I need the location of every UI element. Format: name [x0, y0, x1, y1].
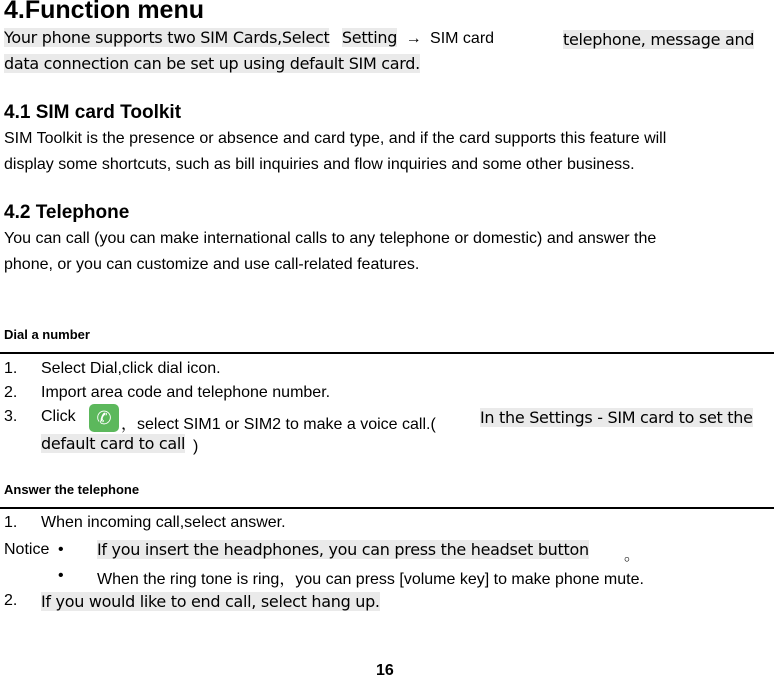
telephone-line-1: You can call (you can make international calls to any telephone or domestic) and answer the: [4, 230, 657, 247]
dial-item-3-num: 3.: [4, 408, 18, 425]
notice-bullet-1-end: 。: [624, 547, 641, 564]
dial-item-3-click: Click: [41, 408, 76, 425]
intro-line-1: [4, 28, 494, 48]
dial-item-3-close-paren: ): [193, 438, 199, 455]
bullet-icon: •: [58, 541, 64, 558]
notice-bullet-1: If you insert the headphones, you can press the headset button: [97, 540, 589, 559]
section-heading-sim-toolkit: 4.1 SIM card Toolkit: [4, 102, 182, 123]
intro-line-2: data connection can be set up using default SIM card.: [4, 54, 420, 73]
notice-label: Notice: [4, 541, 50, 558]
answer-item-1-num: 1.: [4, 514, 18, 531]
arrow-icon: →: [405, 30, 422, 47]
dial-item-3-highlight: In the Settings - SIM card to set the: [480, 408, 753, 427]
intro-highlight-d: telephone, message and: [563, 30, 755, 49]
dial-item-3-highlight-2: default card to call: [41, 434, 186, 453]
answer-heading: Answer the telephone: [4, 482, 140, 497]
sim-toolkit-line-2: display some shortcuts, such as bill inquiries and flow inquiries and some other business.: [4, 156, 635, 173]
answer-item-2-text: If you would like to end call, select hang up.: [41, 592, 380, 611]
dial-heading: Dial a number: [4, 327, 90, 342]
answer-item-2-num: 2.: [4, 592, 18, 609]
answer-divider: [0, 507, 774, 509]
dial-item-3-text: ，select SIM1 or SIM2 to make a voice call.(: [121, 416, 436, 433]
dial-divider: [0, 352, 774, 354]
answer-item-1-text: When incoming call,select answer.: [41, 514, 286, 531]
intro-highlight-setting: Setting: [341, 28, 398, 47]
telephone-line-2: phone, or you can customize and use call-related features.: [4, 256, 420, 273]
sim-toolkit-line-1: SIM Toolkit is the presence or absence and card type, and if the card supports this feature will: [4, 130, 667, 147]
intro-sim-card: SIM card: [430, 30, 495, 47]
bullet-icon: •: [58, 567, 64, 584]
dial-item-1-num: 1.: [4, 360, 18, 377]
dial-item-2-num: 2.: [4, 384, 18, 401]
dial-item-2-text: Import area code and telephone number.: [41, 384, 331, 401]
dial-item-1-text: Select Dial,click dial icon.: [41, 360, 221, 377]
dial-phone-icon: ✆: [89, 404, 119, 432]
page-number: 16: [376, 662, 394, 679]
page-title: 4.Function menu: [4, 0, 204, 24]
notice-bullet-2: When the ring tone is ring，you can press [volume key] to make phone mute.: [97, 571, 644, 588]
intro-highlight-a: Your phone supports two SIM Cards,Select: [4, 28, 330, 47]
section-heading-telephone: 4.2 Telephone: [4, 202, 130, 223]
